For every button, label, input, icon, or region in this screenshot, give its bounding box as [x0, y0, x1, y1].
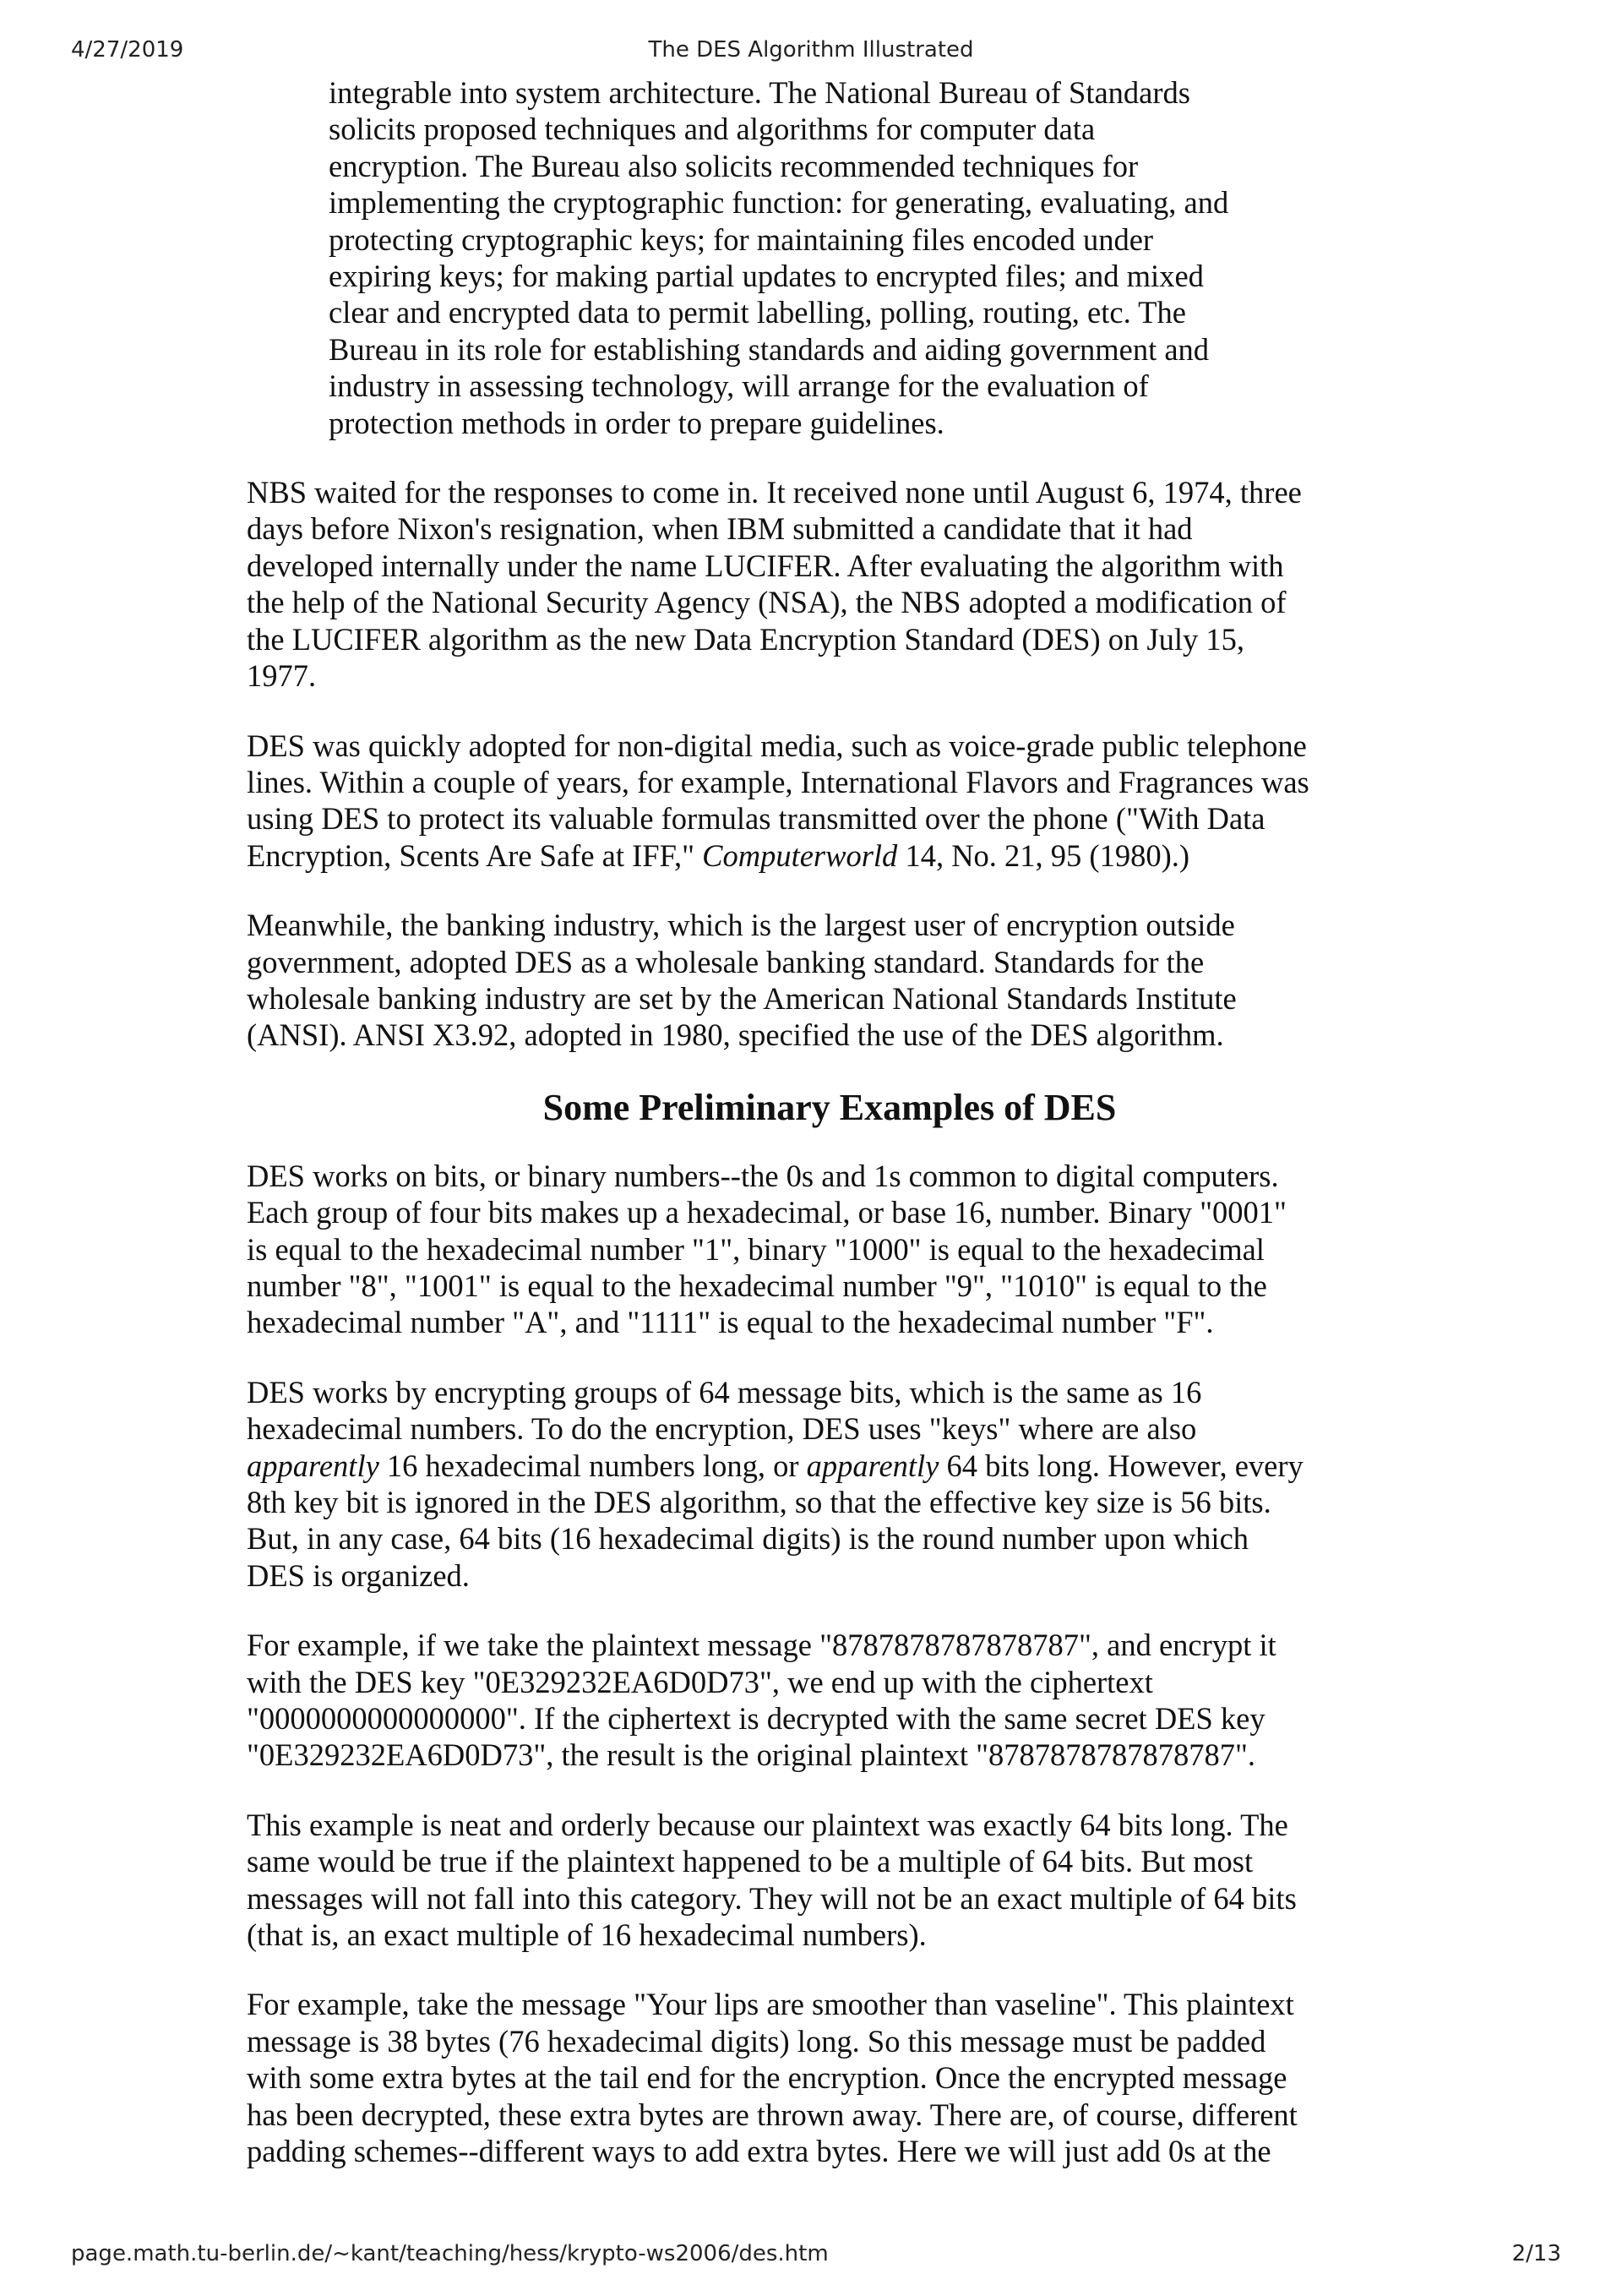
text-line: clear and encrypted data to permit labelling, polling, routing, etc. The: [329, 295, 1186, 330]
text-line: has been decrypted, these extra bytes are thrown away. There are, of course, different: [247, 2097, 1298, 2132]
text-line: DES works by encrypting groups of 64 message bits, which is the same as 16: [247, 1374, 1202, 1410]
text-line: government, adopted DES as a wholesale banking standard. Standards for the: [247, 944, 1205, 979]
page-number: 2/13: [1511, 2241, 1561, 2266]
paragraph-64-bits: [247, 1374, 1412, 1594]
citation-journal: Computerworld: [702, 837, 898, 873]
paragraph-example-key: [247, 1627, 1412, 1774]
text-line: wholesale banking industry are set by the American National Standards Institute: [247, 980, 1237, 1016]
text-line: encryption. The Bureau also solicits recommended techniques for: [329, 148, 1139, 183]
section-heading: Some Preliminary Examples of DES: [542, 1086, 1117, 1128]
text-line: (ANSI). ANSI X3.92, adopted in 1980, specified the use of the DES algorithm.: [247, 1017, 1224, 1053]
print-date: 4/27/2019: [71, 37, 184, 63]
text-line: hexadecimal numbers. To do the encryption, DES uses "keys" where are also: [247, 1411, 1197, 1447]
paragraph-banking: [247, 907, 1412, 1054]
print-header: [0, 37, 1622, 68]
text-line: the LUCIFER algorithm as the new Data Encryption Standard (DES) on July 15,: [247, 621, 1244, 657]
paragraph-multiple-64: [247, 1807, 1412, 1954]
text-line: But, in any case, 64 bits (16 hexadecimal digits) is the round number upon which: [247, 1521, 1249, 1557]
text-line: is equal to the hexadecimal number "1", binary "1000" is equal to the hexadecimal: [247, 1231, 1265, 1267]
text-line: Meanwhile, the banking industry, which is the largest user of encryption outside: [247, 908, 1235, 943]
document-title: The DES Algorithm Illustrated: [648, 37, 974, 63]
text-line: padding schemes--different ways to add extra bytes. Here we will just add 0s at the: [247, 2134, 1271, 2169]
text-line: integrable into system architecture. The National Bureau of Standards: [329, 75, 1190, 110]
text-line: same would be true if the plaintext happened to be a multiple of 64 bits. But most: [247, 1844, 1254, 1879]
text-line: protection methods in order to prepare guidelines.: [329, 405, 944, 440]
text-line: with some extra bytes at the tail end for the encryption. Once the encrypted message: [247, 2060, 1287, 2096]
text-line: DES was quickly adopted for non-digital media, such as voice-grade public telephone: [247, 728, 1307, 763]
text-line: Each group of four bits makes up a hexadecimal, or base 16, number. Binary "0001": [247, 1195, 1287, 1230]
text-fragment: Encryption, Scents Are Safe at IFF,": [247, 837, 703, 873]
text-line: number "8", "1001" is equal to the hexadecimal number "9", "1010" is equal to the: [247, 1268, 1267, 1303]
text-line: solicits proposed techniques and algorithms for computer data: [329, 112, 1096, 147]
text-line: hexadecimal number "A", and "1111" is equal to the hexadecimal number "F".: [247, 1305, 1214, 1340]
text-line: messages will not fall into this category. They will not be an exact multiple of 64 bits: [247, 1880, 1297, 1916]
page-url: page.math.tu-berlin.de/~kant/teaching/hess/krypto-ws2006/des.htm: [71, 2241, 829, 2266]
text-line: Bureau in its role for establishing standards and aiding government and: [329, 331, 1210, 367]
text-line: "0E329232EA6D0D73", the result is the original plaintext "8787878787878787".: [247, 1737, 1256, 1773]
text-line: 1977.: [247, 658, 317, 694]
text-line: expiring keys; for making partial updates to encrypted files; and mixed: [329, 259, 1204, 294]
text-line: using DES to protect its valuable formulas transmitted over the phone ("With Data: [247, 801, 1265, 837]
text-line: days before Nixon's resignation, when IBM submitted a candidate that it had: [247, 511, 1193, 547]
article-content: [247, 74, 1412, 2170]
quoted-nbs-notice: [329, 74, 1368, 441]
text-line: (that is, an exact multiple of 16 hexadecimal numbers).: [247, 1917, 927, 1953]
paragraph-des-adoption: [247, 728, 1412, 875]
text-line: lines. Within a couple of years, for example, International Flavors and Fragrances was: [247, 764, 1309, 799]
text-line: [247, 837, 1412, 874]
paragraph-bits-hex: [247, 1158, 1412, 1341]
text-line: For example, take the message "Your lips are smoother than vaseline". This plaintext: [247, 1987, 1294, 2022]
text-line: 8th key bit is ignored in the DES algorithm, so that the effective key size is 56 bits.: [247, 1485, 1271, 1519]
text-line: developed internally under the name LUCIFER. After evaluating the algorithm with: [247, 548, 1284, 583]
text-line: protecting cryptographic keys; for maintaining files encoded under: [329, 221, 1154, 257]
text-line: NBS waited for the responses to come in. It received none until August 6, 1974, three: [247, 475, 1302, 510]
text-line: "0000000000000000". If the ciphertext is decrypted with the same secret DES key: [247, 1701, 1265, 1737]
text-fragment: 16 hexadecimal numbers long, or: [378, 1448, 807, 1483]
emphasis: apparently: [247, 1448, 379, 1483]
text-line: For example, if we take the plaintext message "8787878787878787", and encrypt it: [247, 1628, 1276, 1663]
text-line: message is 38 bytes (76 hexadecimal digits) long. So this message must be padded: [247, 2023, 1266, 2059]
text-line: DES is organized.: [247, 1557, 470, 1593]
paragraph-padding: [247, 1986, 1412, 2169]
text-line: implementing the cryptographic function: for generating, evaluating, and: [329, 185, 1229, 221]
text-line: This example is neat and orderly because our plaintext was exactly 64 bits long. The: [247, 1807, 1288, 1842]
text-fragment: 14, No. 21, 95 (1980).): [897, 837, 1190, 873]
text-fragment: 64 bits long. However, every: [939, 1448, 1304, 1483]
text-line: with the DES key "0E329232EA6D0D73", we end up with the ciphertext: [247, 1664, 1153, 1699]
text-line: [247, 1448, 1412, 1484]
paragraph-nbs-responses: [247, 474, 1412, 694]
text-line: the help of the National Security Agency (NSA), the NBS adopted a modification of: [247, 585, 1287, 620]
print-footer: [0, 2241, 1622, 2271]
emphasis: apparently: [806, 1448, 939, 1483]
text-line: industry in assessing technology, will arrange for the evaluation of: [329, 368, 1149, 404]
text-line: DES works on bits, or binary numbers--the 0s and 1s common to digital computers.: [247, 1158, 1279, 1193]
